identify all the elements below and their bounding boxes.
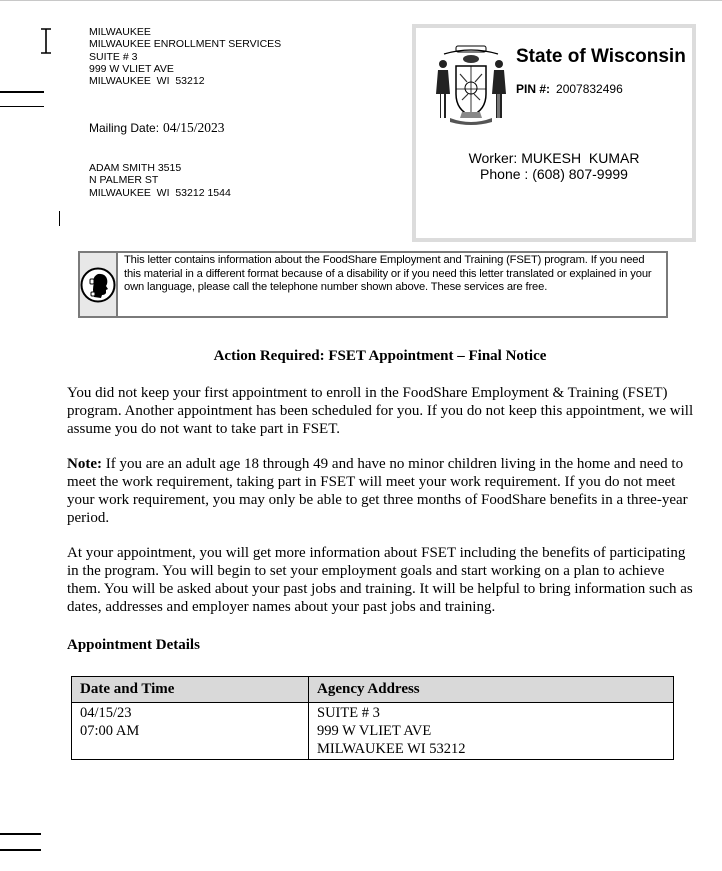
mailing-date-label: Mailing Date: — [89, 121, 160, 135]
appointment-table — [71, 676, 674, 760]
sender-line: SUITE # 3 — [89, 50, 138, 63]
pin-label: PIN #: — [516, 82, 551, 96]
pin-value: 2007832496 — [556, 82, 623, 96]
fold-mark — [0, 833, 41, 835]
fold-mark — [0, 106, 44, 107]
state-info-box — [412, 24, 696, 242]
paragraph-note — [67, 455, 697, 527]
recipient-address — [89, 162, 231, 199]
phone-person-icon — [80, 267, 116, 303]
accessibility-notice — [78, 251, 668, 318]
worker-name: Worker: MUKESH KUMAR — [468, 150, 640, 166]
agency-address-cell — [309, 703, 674, 760]
sender-address — [89, 26, 281, 87]
sender-line: MILWAUKEE WI 53212 — [89, 75, 205, 88]
notice-icon-cell — [80, 253, 118, 316]
mailing-date — [89, 120, 225, 136]
agency-address-line: 999 W VLIET AVE — [317, 723, 432, 739]
column-header-agency-address: Agency Address — [309, 677, 674, 703]
mailing-date-value: 04/15/2023 — [163, 120, 225, 135]
sender-line: MILWAUKEE — [89, 26, 151, 38]
notice-text: This letter contains information about the FoodShare Employment and Training (FSET) program. If you need this material in a different format because of a disability or if you need this letter translated or explained in your own language, please call the telephone number shown above. These services are free. — [124, 254, 652, 294]
worker-phone: Phone : (608) 807-9999 — [480, 166, 628, 182]
fold-mark — [0, 849, 41, 851]
sender-line: MILWAUKEE ENROLLMENT SERVICES — [89, 38, 282, 51]
text-insertion-caret — [59, 211, 60, 226]
top-border — [0, 0, 722, 1]
recipient-line: N PALMER ST — [89, 174, 159, 187]
wisconsin-seal-icon — [434, 44, 508, 126]
recipient-line: MILWAUKEE WI 53212 1544 — [89, 186, 231, 199]
text-cursor-icon — [39, 28, 53, 54]
column-header-date-time: Date and Time — [72, 677, 309, 703]
paragraph-appointment-info: At your appointment, you will get more information about FSET including the benefits of participating in the program. You will begin to set your employment goals and start working on a plan to achieve them. You will be asked about your past jobs and training. It will be helpful to bring information such as dates, addresses and employer names about your past jobs and training. — [67, 545, 693, 615]
appointment-heading: Appointment Details — [67, 637, 200, 653]
state-title: State of Wisconsin — [516, 46, 686, 67]
table-header-row — [72, 677, 674, 703]
note-text: If you are an adult age 18 through 49 and have no minor children living in the home and need to meet the work requirement, taking part in FSET will meet your work requirement. If you do not meet your work requirement, you may only be able to get three months of FoodShare benefits in a three-year period. — [67, 456, 688, 526]
fold-mark — [0, 91, 44, 93]
recipient-line: ADAM SMITH 3515 — [89, 162, 182, 174]
letter-title: Action Required: FSET Appointment – Final Notice — [213, 348, 547, 364]
table-row — [72, 703, 674, 760]
worker-info — [416, 150, 692, 182]
agency-address-line: MILWAUKEE WI 53212 — [317, 741, 466, 757]
appointment-datetime-cell — [72, 703, 309, 760]
paragraph-first-appointment: You did not keep your first appointment to enroll in the FoodShare Employment & Training (FSET) program. Another appointment has been scheduled for you. If you do not keep this appointment, we will assume you do not want to take part in FSET. — [67, 385, 694, 437]
appointment-date: 04/15/23 — [80, 705, 132, 721]
appointment-time: 07:00 AM — [80, 723, 140, 739]
pin — [516, 82, 623, 96]
note-label: Note: — [67, 456, 102, 472]
agency-address-line: SUITE # 3 — [317, 705, 380, 721]
sender-line: 999 W VLIET AVE — [89, 62, 174, 75]
